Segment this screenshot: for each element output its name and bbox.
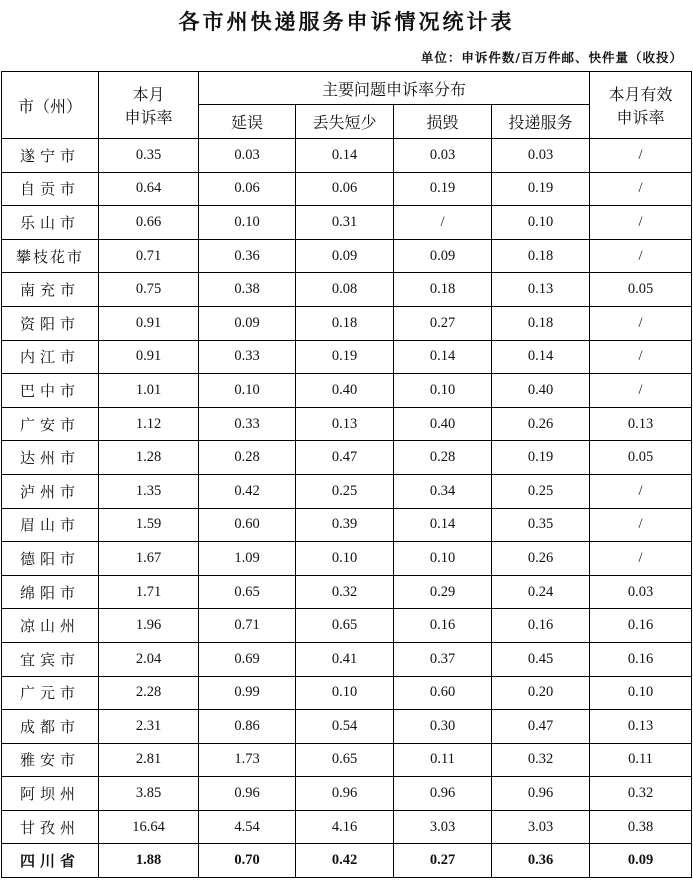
table-row: 内江市 0.91 0.33 0.19 0.14 0.14 / (2, 340, 692, 374)
complaint-table (1, 71, 692, 878)
header-delivery: 投递服务 (492, 105, 590, 139)
header-valid-rate: 本月有效 申诉率 (590, 72, 692, 139)
table-row: 南充市 0.75 0.38 0.08 0.18 0.13 0.05 (2, 273, 692, 307)
table-row: 凉山州 1.96 0.71 0.65 0.16 0.16 0.16 (2, 609, 692, 643)
header-monthly-rate: 本月 申诉率 (99, 72, 199, 139)
unit-note: 单位：申诉件数/百万件邮、快件量（收投） (420, 50, 683, 65)
table-row: 德阳市 1.67 1.09 0.10 0.10 0.26 / (2, 542, 692, 576)
header-delay: 延误 (199, 105, 296, 139)
table-row: 广元市 2.28 0.99 0.10 0.60 0.20 0.10 (2, 676, 692, 710)
table-row: 阿坝州 3.85 0.96 0.96 0.96 0.96 0.32 (2, 777, 692, 811)
header-city: 市（州） (2, 72, 99, 139)
table-row: 遂宁市 0.35 0.03 0.14 0.03 0.03 / (2, 139, 692, 173)
table-row: 达州市 1.28 0.28 0.47 0.28 0.19 0.05 (2, 441, 692, 475)
table-row: 自贡市 0.64 0.06 0.06 0.19 0.19 / (2, 172, 692, 206)
table-row: 巴中市 1.01 0.10 0.40 0.10 0.40 / (2, 374, 692, 408)
table-row: 广安市 1.12 0.33 0.13 0.40 0.26 0.13 (2, 407, 692, 441)
header-damage: 损毁 (394, 105, 492, 139)
total-row: 四川省 1.88 0.70 0.42 0.27 0.36 0.09 (2, 844, 692, 878)
table-row: 宜宾市 2.04 0.69 0.41 0.37 0.45 0.16 (2, 642, 692, 676)
table-row: 成都市 2.31 0.86 0.54 0.30 0.47 0.13 (2, 710, 692, 744)
table-row: 雅安市 2.81 1.73 0.65 0.11 0.32 0.11 (2, 743, 692, 777)
table-row: 眉山市 1.59 0.60 0.39 0.14 0.35 / (2, 508, 692, 542)
table-row: 乐山市 0.66 0.10 0.31 / 0.10 / (2, 206, 692, 240)
table-row: 泸州市 1.35 0.42 0.25 0.34 0.25 / (2, 474, 692, 508)
table-row: 攀枝花市 0.71 0.36 0.09 0.09 0.18 / (2, 239, 692, 273)
table-row: 甘孜州 16.64 4.54 4.16 3.03 3.03 0.38 (2, 810, 692, 844)
table-row: 绵阳市 1.71 0.65 0.32 0.29 0.24 0.03 (2, 575, 692, 609)
page-title: 各市州快递服务申诉情况统计表 (178, 9, 515, 34)
header-distribution: 主要问题申诉率分布 (199, 72, 590, 105)
header-lost: 丢失短少 (296, 105, 394, 139)
table-row: 资阳市 0.91 0.09 0.18 0.27 0.18 / (2, 306, 692, 340)
